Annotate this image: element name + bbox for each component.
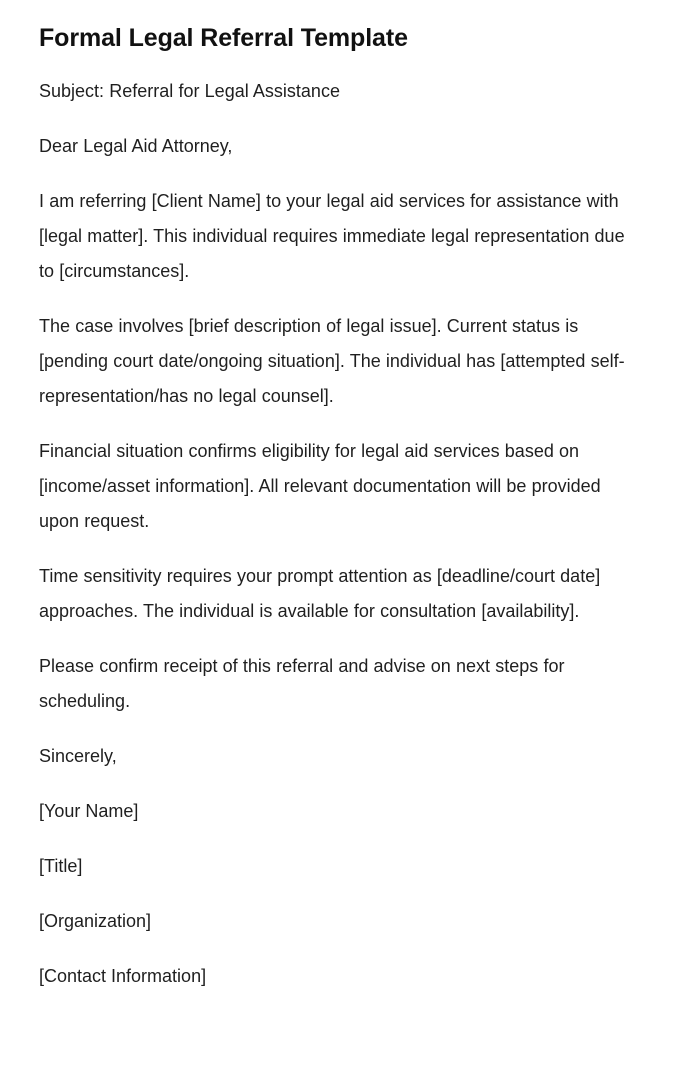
signature-title: [Title] [39,856,83,876]
page-title: Formal Legal Referral Template [39,24,408,52]
body-paragraph-3: Financial situation confirms eligibility for legal aid services based on [income/asset information]. All relevant documentation will be provided upon request. [39,441,601,531]
signature-organization: [Organization] [39,911,152,931]
closing-salutation: Sincerely, [39,746,117,766]
body-paragraph-4: Time sensitivity requires your prompt attention as [deadline/court date] approaches. The individual is available for consultation [availability]. [39,566,601,621]
body-paragraph-1: I am referring [Client Name] to your legal aid services for assistance with [legal matter]. This individual requires immediate legal representation due to [circumstances]. [39,191,625,281]
signature-name: [Your Name] [39,801,139,821]
subject-line: Subject: Referral for Legal Assistance [39,81,340,101]
salutation: Dear Legal Aid Attorney, [39,136,233,156]
body-paragraph-5: Please confirm receipt of this referral and advise on next steps for scheduling. [39,656,565,711]
body-paragraph-2: The case involves [brief description of legal issue]. Current status is [pending court date/ongoing situation]. The individual has [attempted self-representation/has no legal counsel]. [39,316,625,406]
signature-contact-information: [Contact Information] [39,966,207,986]
